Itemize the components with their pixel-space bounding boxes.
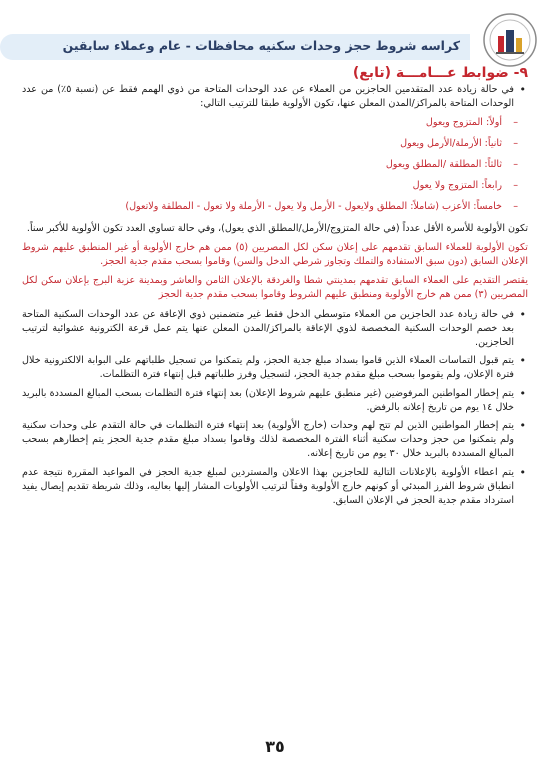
- paragraph-family-size: تكون الأولوية للأسرة الأقل عدداً (في حالة المتزوج/الأرمل/المطلق الذي يعول)، وفي حالة تساوي العدد تكون الأولوية للأكبر سناً.: [26, 222, 528, 234]
- paragraph-previous-applicants: تكون الأولوية للعملاء السابق تقدمهم على إعلان سكن لكل المصريين (٥) ممن هم خارج الأولوية أو غير المنطبق عليهم شروط الإعلان السابق (دون سبق الاستفادة والتملك وتجاوز شرطي الدخل والسن) وقاموا بسحب مقدم جدية الحجز.: [22, 241, 528, 268]
- bullet-item: • يتم اعطاء الأولوية بالإعلانات التالية للحاجزين بهذا الاعلان والمستردين لمبلغ جدية الحجز في المواعيد المقررة نتيجة عدم انطباق شروط الفرز المبدئي أو كونهم خارج الأولوية وفقاً لترتيب الأولويات المشار إليها بعاليه، وذلك شريطة تقديم إيصال يفيد استرداد مقدم جدية الحجز في الإعلان السابق.: [22, 466, 528, 509]
- bullet-item: • يتم إخطار المواطنين المرفوضين (غير منطبق عليهم شروط الإعلان) بعد إنتهاء فترة التظلمات بسحب المبالغ المسددة بالبريد خلال ١٤ يوم من تاريخ إعلانه بالرفض.: [22, 387, 528, 415]
- paragraph-restriction: يقتصر التقديم على العملاء السابق تقدمهم بمدينتي شطا والغردقة بالإعلان الثامن والعاشر وبمدينة عزبة البرج بإعلان سكن لكل المصريين (٣) ممن هم خارج الأولوية ومنطبق عليهم الشروط وقاموا بسحب مقدم جدية الحجز: [22, 275, 528, 301]
- header-title: كراسه شروط حجز وحدات سكنيه محافظات - عام وعملاء سابقين: [62, 38, 460, 53]
- priority-item: – خامساً: الأعزب (شاملاً: المطلق ولايعول - الأرمل ولا يعول - الأرملة ولا تعول - المطلقة ولاتعول): [22, 200, 528, 214]
- bullet-disabled-priority: • في حالة زيادة عدد المتقدمين الحاجزين من العملاء عن عدد الوحدات المتاحة من ذوي الهمم فقط عن (نسبة ٥٪) من عدد الوحدات المتاحة بالمراكز/المدن المعلن عنها، تكون الأولوية طبقا للترتيب التالي:: [22, 83, 528, 111]
- priority-item: – ثانياً: الأرملة/الأرمل ويعول: [22, 137, 528, 151]
- bullet-item: • يتم إخطار المواطنين الذين لم تتح لهم وحدات (خارج الأولوية) بعد إنتهاء فترة التظلمات في حالة التقدم على وحدات سكنية ولم يتمكنوا من حجز وحدات سكنية أثناء الفترة المخصصة لذلك وقاموا بسداد مبلغ مقدم جدية الحجز يتم إخطارهم بسحب المبالغ المسددة بالبريد خلال ٣٠ يوم من تاريخ إعلانه.: [22, 419, 528, 462]
- priority-item: – رابعاً: المتزوج ولا يعول: [22, 179, 528, 193]
- page-header: [0, 8, 550, 64]
- priority-item: – أولاً: المتزوج ويعول: [22, 116, 528, 130]
- bullet-item: • يتم قبول التماسات العملاء الذين قاموا بسداد مبلغ جدية الحجز، ولم يتمكنوا من تسجيل طلباتهم على البوابة الالكترونية خلال فترة الإعلان، ولم يقوموا بسحب مبلغ مقدم جدية الحجز، لتسجيل وفرز طلباتهم قبل إنتهاء فترة التظلمات.: [22, 354, 528, 382]
- priority-item: – ثالثاً: المطلقة /المطلق ويعول: [22, 158, 528, 172]
- bullet-item: • في حالة زيادة عدد الحاجزين من العملاء متوسطي الدخل فقط غير متضمنين ذوي الإعاقة عن عدد الوحدات السكنية المتاحة بعد خصم الوحدات السكنية المخصصة لذوي الإعاقة بالمراكز/المدن المعلن عنها يتم عمل قرعة الكترونية عشوائية لترتيب الحاجزين.: [22, 308, 528, 351]
- ministry-logo-icon: [482, 12, 538, 68]
- page-number: ٣٥: [265, 737, 285, 756]
- page-content: [22, 66, 528, 512]
- section-title: ٩- ضوابط عـــامـــة (تابع): [352, 65, 528, 81]
